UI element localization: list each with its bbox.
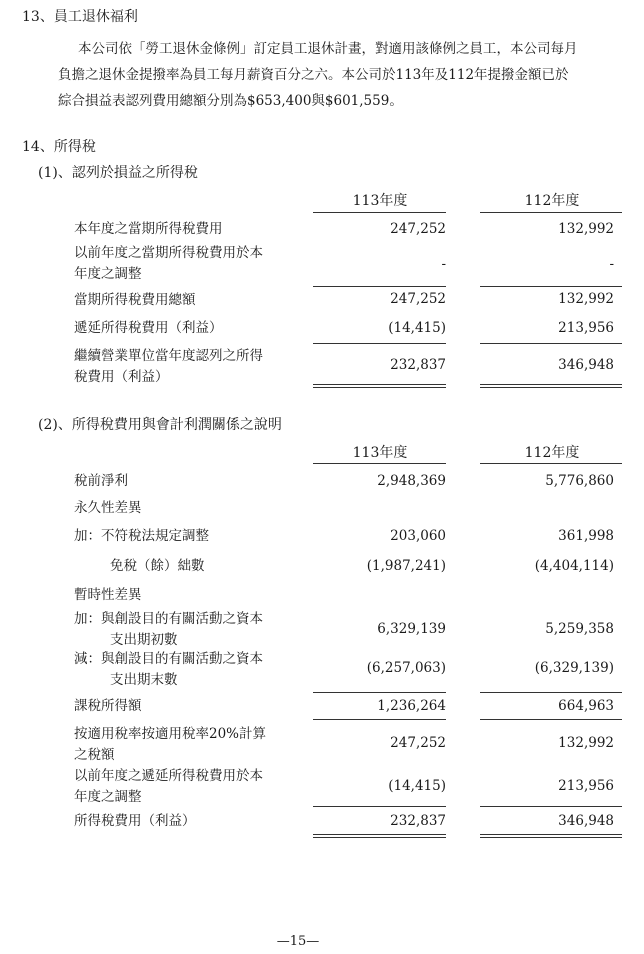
table2-subtotal-rule-113: [313, 692, 446, 693]
table2-header-rule-112: [480, 463, 622, 464]
table1-header-113: 113年度: [352, 193, 408, 209]
table1-row-value-113: -: [441, 256, 446, 272]
table1-row-value-112: 346,948: [558, 357, 614, 373]
table1-subtotal-rule-113: [313, 286, 446, 287]
table2-row-label: 永久性差異: [74, 500, 142, 516]
table2-row-value-113: 247,252: [390, 735, 446, 751]
table2-row-value-112: 5,776,860: [545, 473, 614, 489]
table2-row-value-113: 6,329,139: [377, 621, 446, 637]
table2-row-label: 課稅所得額: [74, 698, 142, 714]
table1-row-value-112: 213,956: [558, 320, 614, 336]
note13-heading: 13、員工退休福利: [22, 9, 138, 25]
note13-line-1: 本公司依「勞工退休金條例」訂定員工退休計畫，對適用該條例之員工，本公司每月: [78, 41, 578, 57]
table2-row-value-112: 664,963: [558, 698, 614, 714]
table2-row-value-112: 213,956: [558, 778, 614, 794]
table2-row-label: 暫時性差異: [74, 587, 142, 603]
table2-double-rule-112: [480, 834, 622, 835]
table2-taxable-rule-112: [480, 719, 622, 720]
table1-row-label: 年度之調整: [74, 266, 142, 282]
table1-row-label: 以前年度之當期所得稅費用於本: [74, 245, 263, 261]
table2-row-label: 免稅（餘）絀數: [110, 558, 205, 574]
table2-row-value-112: 346,948: [558, 813, 614, 829]
table2-double-rule-113: [313, 834, 446, 835]
table2-row-value-112: 132,992: [558, 735, 614, 751]
table2-taxable-rule-113: [313, 719, 446, 720]
table1-double-rule-112: [480, 384, 622, 385]
table1-row-label: 繼續營業單位當年度認列之所得: [74, 348, 263, 364]
table2-header-112: 112年度: [524, 445, 580, 461]
table2-row-value-112: 361,998: [558, 528, 614, 544]
table2-header-113: 113年度: [352, 445, 408, 461]
table1-row-value-113: 247,252: [390, 221, 446, 237]
note13-line-3: 綜合損益表認列費用總額分別為$653,400與$601,559。: [58, 93, 403, 109]
table2-total-rule-113: [313, 806, 446, 807]
table1-total-rule-112: [480, 343, 622, 344]
table2-row-value-112: (4,404,114): [534, 558, 614, 574]
note13-line-2: 負擔之退休金提撥率為員工每月薪資百分之六。本公司於113年及112年提撥金額已於: [58, 67, 569, 83]
table1-row-label: 當期所得稅費用總額: [74, 292, 196, 308]
table1-double-rule-113: [313, 384, 446, 385]
note14-heading: 14、所得稅: [22, 139, 96, 155]
table1-row-label: 稅費用（利益）: [74, 369, 169, 385]
table1-row-value-112: 132,992: [558, 221, 614, 237]
table2-row-label: 所得稅費用（利益）: [74, 813, 196, 829]
table2-row-value-113: 1,236,264: [377, 698, 446, 714]
table2-row-label: 加：不符稅法規定調整: [74, 528, 209, 544]
table2-row-value-112: (6,329,139): [534, 660, 614, 676]
table1-row-label: 本年度之當期所得稅費用: [74, 221, 223, 237]
table2-row-label: 減：與創設目的有關活動之資本: [74, 651, 263, 667]
table2-title: (2)、所得稅費用與會計利潤關係之說明: [38, 417, 282, 433]
table1-total-rule-113: [313, 343, 446, 344]
table2-row-label: 之稅額: [74, 747, 115, 763]
table1-header-112: 112年度: [524, 193, 580, 209]
table2-total-rule-112: [480, 806, 622, 807]
table2-row-label: 稅前淨利: [74, 473, 128, 489]
page-number: —15—: [276, 934, 320, 949]
table2-row-value-113: (14,415): [388, 778, 446, 794]
table1-title: (1)、認列於損益之所得稅: [38, 165, 198, 181]
table2-row-value-113: 2,948,369: [377, 473, 446, 489]
table2-row-value-112: 5,259,358: [545, 621, 614, 637]
table1-row-label: 遞延所得稅費用（利益）: [74, 320, 223, 336]
table1-row-value-113: 247,252: [390, 291, 446, 307]
table2-row-label: 加：與創設目的有關活動之資本: [74, 611, 263, 627]
table1-row-value-112: -: [609, 256, 614, 272]
table1-row-value-113: 232,837: [390, 357, 446, 373]
table1-double-rule-112: [480, 387, 622, 388]
table2-header-rule-113: [313, 463, 446, 464]
table1-subtotal-rule-112: [480, 286, 622, 287]
table2-double-rule-113: [313, 837, 446, 838]
table2-row-label: 年度之調整: [74, 789, 142, 805]
table1-double-rule-113: [313, 387, 446, 388]
table2-row-label: 支出期末數: [110, 672, 178, 688]
table2-row-label: 按適用稅率按適用稅率20%計算: [74, 726, 267, 742]
table2-row-value-113: 232,837: [390, 813, 446, 829]
table1-row-value-112: 132,992: [558, 291, 614, 307]
table2-row-value-113: 203,060: [390, 528, 446, 544]
table2-row-value-113: (1,987,241): [366, 558, 446, 574]
table1-header-rule-113: [313, 212, 446, 213]
table1-header-rule-112: [480, 212, 622, 213]
table2-row-label: 支出期初數: [110, 632, 178, 648]
table2-row-value-113: (6,257,063): [366, 660, 446, 676]
table1-row-value-113: (14,415): [388, 320, 446, 336]
table2-row-label: 以前年度之遞延所得稅費用於本: [74, 768, 263, 784]
table2-double-rule-112: [480, 837, 622, 838]
table2-subtotal-rule-112: [480, 692, 622, 693]
